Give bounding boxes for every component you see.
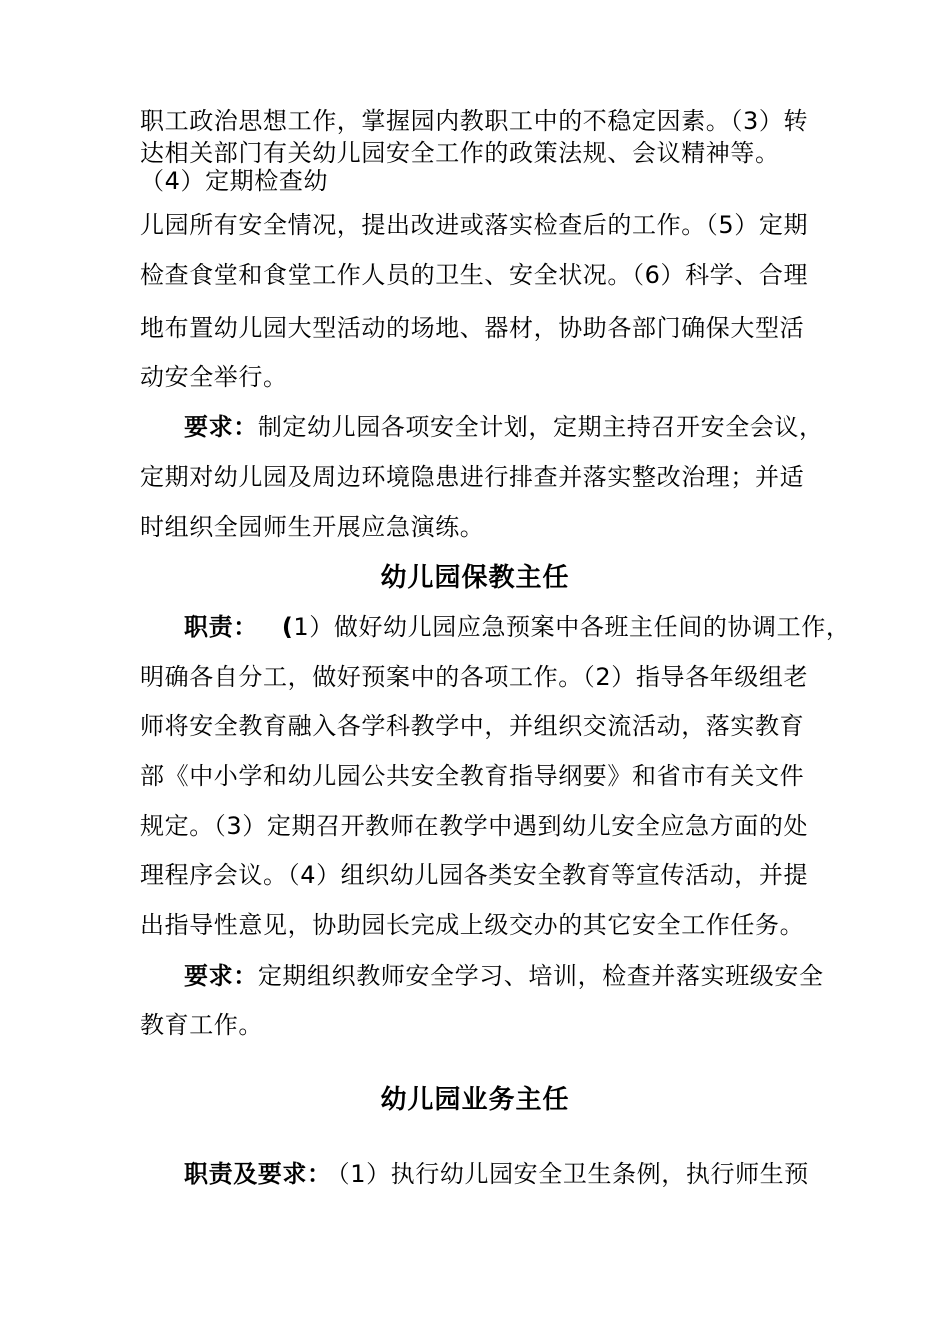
body-line: 时组织全园师生开展应急演练。 [140, 513, 485, 541]
duty-paragraph [184, 612, 874, 642]
body-line: 达相关部门有关幼儿园安全工作的政策法规、会议精神等。 [140, 139, 780, 167]
requirement-label: 要求： [184, 962, 258, 990]
duty-label: 职责及要求： [184, 1160, 332, 1188]
requirement-paragraph [184, 412, 874, 442]
body-line: 部《中小学和幼儿园公共安全教育指导纲要》和省市有关文件 [140, 762, 805, 790]
body-line: 职工政治思想工作，掌握园内教职工中的不稳定因素。（3）转 [140, 107, 809, 135]
requirement-label: 要求： [184, 413, 258, 441]
body-line: 师将安全教育融入各学科教学中，并组织交流活动，落实教育 [140, 712, 805, 740]
body-line: 出指导性意见，协助园长完成上级交办的其它安全工作任务。 [140, 911, 805, 939]
duty-text: 1）做好幼儿园应急预案中各班主任间的协调工作， [293, 613, 851, 641]
duty-text: （1）执行幼儿园安全卫生条例，执行师生预 [337, 1160, 809, 1188]
section-heading: 幼儿园保教主任 [380, 563, 570, 593]
body-line: 儿园所有安全情况，提出改进或落实检查后的工作。（5）定期 [140, 211, 809, 239]
body-line: 地布置幼儿园大型活动的场地、器材，协助各部门确保大型活 [140, 314, 805, 342]
body-line: 教育工作。 [140, 1011, 263, 1039]
requirement-text: 制定幼儿园各项安全计划，定期主持召开安全会议， [257, 413, 824, 441]
body-line: 动安全举行。 [140, 363, 288, 391]
body-line: （4）定期检查幼 [140, 167, 329, 195]
body-line: 规定。（3）定期召开教师在教学中遇到幼儿安全应急方面的处 [140, 812, 809, 840]
duty-paren: ( [281, 613, 294, 641]
duty-label: 职责： [184, 613, 258, 641]
section-heading: 幼儿园业务主任 [380, 1085, 570, 1115]
requirement-paragraph [184, 961, 874, 991]
body-line: 定期对幼儿园及周边环境隐患进行排查并落实整改治理；并适 [140, 463, 805, 491]
body-line: 理程序会议。（4）组织幼儿园各类安全教育等宣传活动，并提 [140, 861, 809, 889]
body-line: 明确各自分工，做好预案中的各项工作。（2）指导各年级组老 [140, 663, 809, 691]
duty-paragraph [184, 1159, 874, 1189]
requirement-text: 定期组织教师安全学习、培训，检查并落实班级安全 [257, 962, 824, 990]
body-line: 检查食堂和食堂工作人员的卫生、安全状况。（6）科学、合理 [140, 261, 809, 289]
